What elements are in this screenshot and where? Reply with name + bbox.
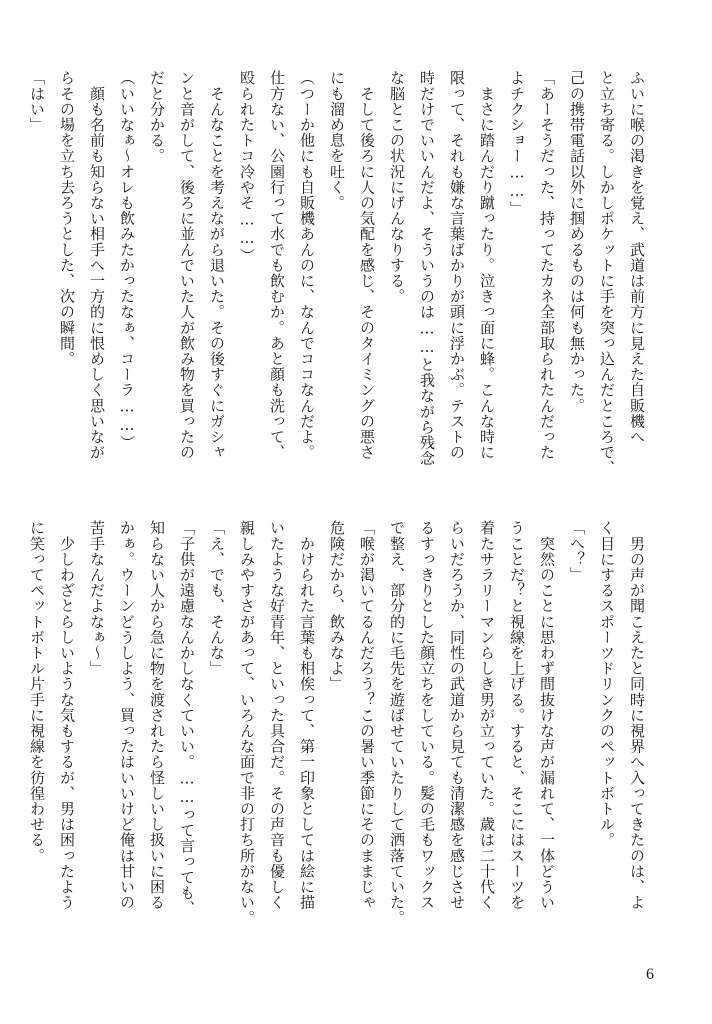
text-line: そんなことを考えながら退いた。その後すぐにガシャ xyxy=(208,70,226,460)
text-line: （つーか他にも自販機あんのに、なんでココなんだよ。 xyxy=(298,70,316,460)
text-line: 危険だから、飲みなよ」 xyxy=(328,520,346,692)
text-line: 「へ？」 xyxy=(568,520,586,583)
text-line: かけられた言葉も相俟って、第一印象としては絵に描 xyxy=(298,520,316,910)
text-line: に笑ってペットボトル片手に視線を彷徨わせる。 xyxy=(28,520,46,864)
text-line: うことだ？と視線を上げる。すると、そこにはスーツを xyxy=(508,520,526,910)
page-number: 6 xyxy=(646,966,654,983)
text-line: 「あーそうだった、持ってたカネ全部取られたんだった xyxy=(538,70,556,460)
text-line: るすっきりとした顔立ちをしている。髪の毛もワックス xyxy=(418,520,436,910)
bottom-text-block xyxy=(28,520,652,940)
text-line: そして後ろに人の気配を感じ、そのタイミングの悪さ xyxy=(358,70,376,460)
text-line: 殴られたトコ冷やそ……） xyxy=(238,70,256,264)
text-line: 着たサラリーマンらしき男が立っていた。歳は二十代く xyxy=(478,520,496,910)
text-line: 突然のことに思わず間抜けな声が漏れて、一体どうい xyxy=(538,520,556,910)
text-line: 少しわざとらしいような気もするが、男は困ったよう xyxy=(58,520,76,910)
text-line: 時だけでいいんだよ、そういうのは……と我ながら残念 xyxy=(418,70,436,466)
text-line: 男の声が聞こえたと同時に視界へ入ってきたのは、よ xyxy=(628,520,646,910)
text-line: 己の携帯電話以外に掴めるものは何も無かった。 xyxy=(568,70,586,414)
text-line: だと分かる。 xyxy=(148,70,166,164)
text-line: 「喉が渇いてるんだろう？この暑い季節にそのままじゃ xyxy=(358,520,376,910)
text-line: ふいに喉の渇きを覚え、武道は前方に見えた自販機へ xyxy=(628,70,646,445)
text-line: まさに踏んだり蹴ったり。泣きっ面に蜂。こんな時に xyxy=(478,70,496,460)
text-line: かぁ。ウーンどうしよう、買ったはいいけど俺は甘いの xyxy=(118,520,136,910)
text-line: ンと音がして、後ろに並んでいた人が飲み物を買ったの xyxy=(178,70,196,460)
text-line: 苦手なんだよなぁ〜」 xyxy=(88,520,106,676)
text-line: よチクショー……」 xyxy=(508,70,526,217)
text-line: 「え、でも、そんな」 xyxy=(208,520,226,676)
text-line: 仕方ない、公園行って水でも飲むか。あと顔も洗って、 xyxy=(268,70,286,460)
text-line: 知らない人から急に物を渡されたら怪しいし扱いに困る xyxy=(148,520,166,910)
text-line: な脳とこの状況にげんなりする。 xyxy=(388,70,406,304)
text-line: （いいなぁ〜オレも飲みたかったなぁ、コーラ……） xyxy=(118,70,136,451)
text-line: く目にするスポーツドリンクのペットボトル。 xyxy=(598,520,616,848)
text-line: 限って、それも嫌な言葉ばかりが頭に浮かぶ。テストの xyxy=(448,70,466,460)
top-text-block xyxy=(28,70,652,495)
text-line: らいだろうか、同性の武道から見ても清潔感を感じさせ xyxy=(448,520,466,910)
text-line: 「子供が遠慮なんかしなくていい。……って言っても、 xyxy=(178,520,196,916)
text-line: 顔も名前も知らない相手へ一方的に恨めしく思いなが xyxy=(88,70,106,460)
text-line: 「はい」 xyxy=(28,70,46,133)
text-line: いたような好青年、といった具合だ。その声音も優しく xyxy=(268,520,286,910)
text-line: と立ち寄る。しかしポケットに手を突っ込んだところで、 xyxy=(598,70,616,476)
text-line: 親しみやすさがあって、いろんな面で非の打ち所がない。 xyxy=(238,520,256,926)
text-line: らその場を立ち去ろうとした、次の瞬間。 xyxy=(58,70,76,367)
text-line: にも溜め息を吐く。 xyxy=(328,70,346,211)
text-line: で整え、部分的に毛先を遊ばせていたりして洒落ていた。 xyxy=(388,520,406,926)
